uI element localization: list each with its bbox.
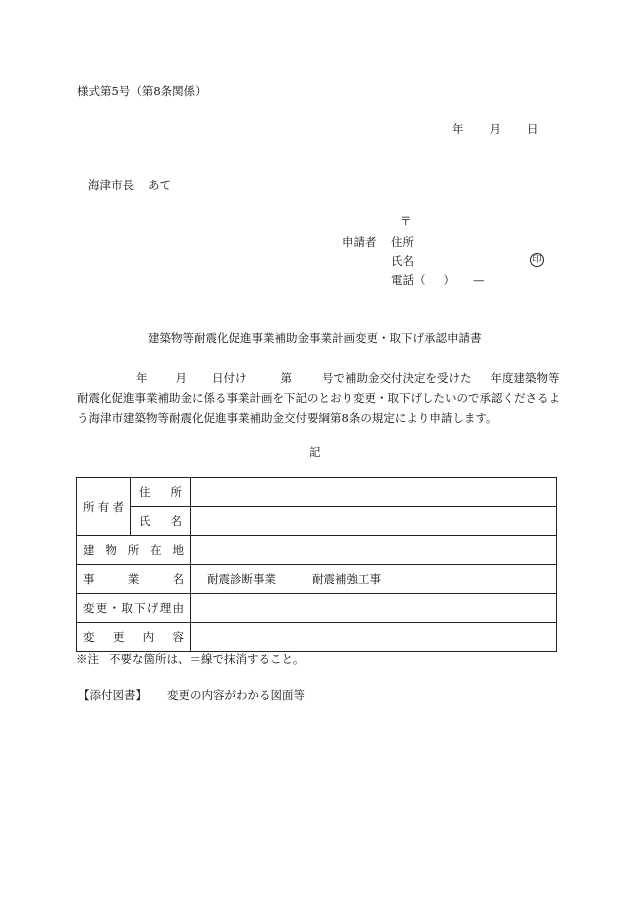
body-paragraph: [77, 368, 560, 428]
table-row: [77, 623, 557, 652]
reason-label: 変更・取下げ理由: [77, 594, 191, 623]
applicant-label: 申請者: [342, 235, 377, 249]
project-option-diagnosis: 耐震診断事業: [207, 572, 276, 586]
owner-address-label: 住 所: [131, 478, 191, 507]
seal-mark: 印: [530, 253, 544, 267]
phone-label: 電話（: [391, 273, 426, 287]
attachment-line: [78, 690, 305, 702]
date-year: 年: [452, 122, 464, 136]
document-title: 建築物等耐震化促進事業補助金事業計画変更・取下げ承認申請書: [148, 331, 482, 345]
table-row: [77, 507, 557, 536]
date-month: 月: [489, 122, 501, 136]
date-line: [452, 124, 539, 136]
addressee-name: 海津市長: [88, 178, 134, 192]
phone-line: [391, 275, 485, 287]
location-field[interactable]: [191, 536, 557, 565]
body-year: 年: [136, 371, 148, 385]
body-no: 第: [280, 371, 292, 385]
application-table: [76, 477, 557, 652]
project-label: 事業名: [77, 565, 191, 594]
reason-field[interactable]: [191, 594, 557, 623]
owner-name-field[interactable]: [191, 507, 557, 536]
table-row: [77, 536, 557, 565]
body-month: 月: [175, 371, 187, 385]
form-number: 様式第5号（第8条関係）: [77, 84, 207, 98]
applicant-address-label: 住所: [391, 235, 414, 249]
location-label: 建物所在地: [77, 536, 191, 565]
phone-close: ）: [443, 273, 455, 287]
content-label: 変更内容: [77, 623, 191, 652]
content-field[interactable]: [191, 623, 557, 652]
note: [76, 654, 305, 666]
table-row: [77, 478, 557, 507]
table-row: [77, 565, 557, 594]
project-field[interactable]: [191, 565, 557, 594]
postal-mark: 〒: [400, 214, 412, 228]
owner-label: 所有者: [77, 478, 131, 536]
note-text: 不要な箇所は、＝線で抹消すること。: [109, 652, 305, 666]
ki-heading: 記: [309, 445, 321, 459]
note-prefix: ※注: [76, 652, 99, 666]
owner-address-field[interactable]: [191, 478, 557, 507]
attachment-text: 変更の内容がわかる図面等: [167, 688, 305, 702]
applicant-name-label: 氏名: [391, 254, 414, 268]
project-option-reinforcement: 耐震補強工事: [312, 572, 381, 586]
table-row: [77, 594, 557, 623]
owner-name-label: 氏 名: [131, 507, 191, 536]
date-day: 日: [527, 122, 539, 136]
attachment-label: 【添付図書】: [78, 688, 147, 702]
body-rest: 年度建築物等耐震化促進事業補助金に係る事業計画を下記のとおり変更・取下げしたいので承認くださるよう海津市建築物等耐震化促進事業補助金交付要綱第8条の規定により申請します。: [77, 371, 560, 425]
body-dated: 日付け: [212, 371, 247, 385]
addressee-suffix: あて: [148, 178, 171, 192]
phone-dash: —: [473, 273, 485, 287]
body-decision: 号で補助金交付決定を受けた: [322, 371, 472, 385]
addressee: [88, 180, 171, 192]
